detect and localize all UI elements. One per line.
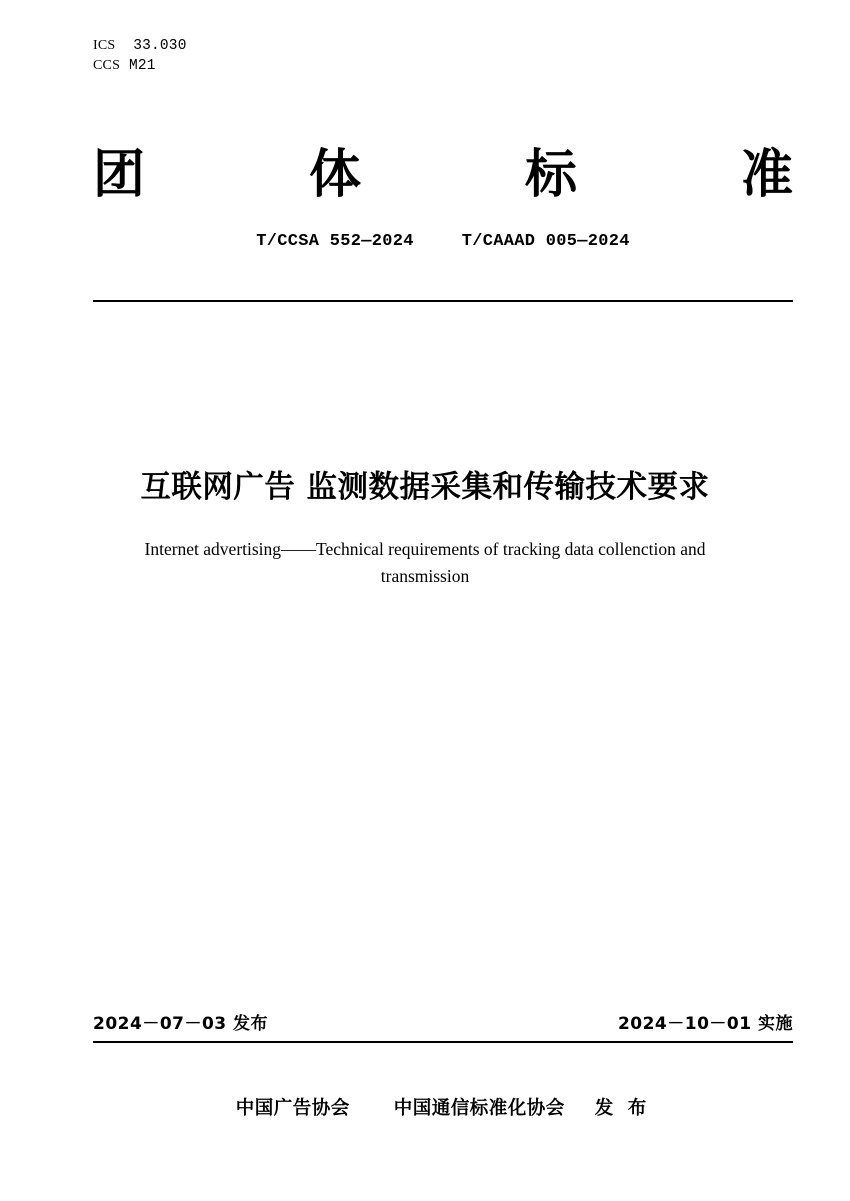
- publisher-ccsa: 中国通信标准化协会: [393, 1098, 565, 1119]
- page-subtitle: [110, 536, 740, 590]
- ccs-row: [93, 56, 187, 76]
- page-subtitle-line-2: transmission: [380, 566, 470, 586]
- ics-label: ICS: [93, 38, 116, 53]
- classification-codes: [93, 36, 187, 76]
- standard-number-caaad: T/CAAAD 005—2024: [461, 232, 630, 251]
- ccs-value: M21: [128, 58, 156, 74]
- standard-type-char-1: 团: [93, 145, 146, 205]
- ics-row: [93, 36, 187, 56]
- publish-word: 发 布: [594, 1098, 651, 1119]
- standard-number-ccsa: T/CCSA 552—2024: [256, 232, 414, 251]
- page-subtitle-line-1: Internet advertising——Technical requirements of tracking data collenction and: [144, 539, 706, 559]
- publishers-row: [93, 1094, 793, 1120]
- standard-type-char-4: 准: [740, 145, 793, 205]
- dates-row: [93, 1009, 793, 1034]
- page-title: 互联网广告 监测数据采集和传输技术要求: [140, 470, 710, 505]
- release-date: 2024－07－03 发布: [93, 1014, 269, 1034]
- standard-numbers: [93, 232, 793, 251]
- effective-date: 2024－10－01 实施: [617, 1014, 793, 1034]
- standard-type-heading: [93, 146, 793, 204]
- publisher-caa: 中国广告协会: [235, 1098, 350, 1119]
- ccs-label: CCS: [93, 58, 121, 73]
- ics-value: 33.030: [133, 38, 187, 54]
- standard-type-char-3: 标: [524, 145, 577, 205]
- standard-type-char-2: 体: [308, 145, 361, 205]
- divider-bottom: [93, 1041, 793, 1043]
- divider-top: [93, 300, 793, 302]
